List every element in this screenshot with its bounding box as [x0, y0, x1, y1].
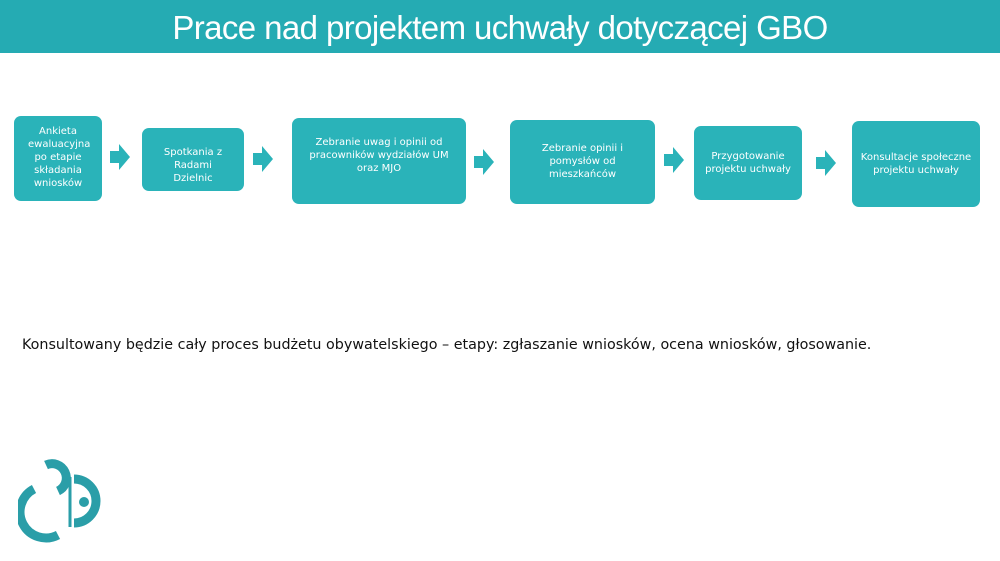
step-box-zebranie-opinii	[510, 120, 655, 204]
step-label: Zebranie uwag i opinii od pracowników wydziałów UM oraz MJO	[309, 137, 449, 174]
process-note: Konsultowany będzie cały proces budżetu obywatelskiego – etapy: zgłaszanie wniosków, ocena wniosków, głosowanie.	[22, 337, 872, 353]
step-box-spotkania	[142, 128, 244, 191]
step-box-przygotowanie	[694, 126, 802, 200]
step-box-konsultacje	[852, 121, 980, 207]
step-label: Konsultacje społeczne projektu uchwały	[860, 152, 972, 176]
step-label: Spotkania z Radami Dzielnic	[163, 147, 223, 184]
step-label: Zebranie opinii i pomysłów od mieszkańców	[541, 143, 624, 180]
page-title: Prace nad projektem uchwały dotyczącej GBO	[172, 9, 828, 46]
arrow-right-icon	[253, 144, 273, 174]
arrow-right-icon	[110, 142, 130, 172]
arrow-right-icon	[474, 147, 494, 177]
gbo-logo-icon	[18, 455, 108, 545]
arrow-right-icon	[664, 145, 684, 175]
step-label: Przygotowanie projektu uchwały	[705, 151, 791, 175]
step-label: Ankieta ewaluacyjna po etapie składania wniosków	[28, 126, 91, 189]
arrow-right-icon	[816, 148, 836, 178]
step-box-ankieta	[14, 116, 102, 201]
step-box-zebranie-uwag	[292, 118, 466, 204]
